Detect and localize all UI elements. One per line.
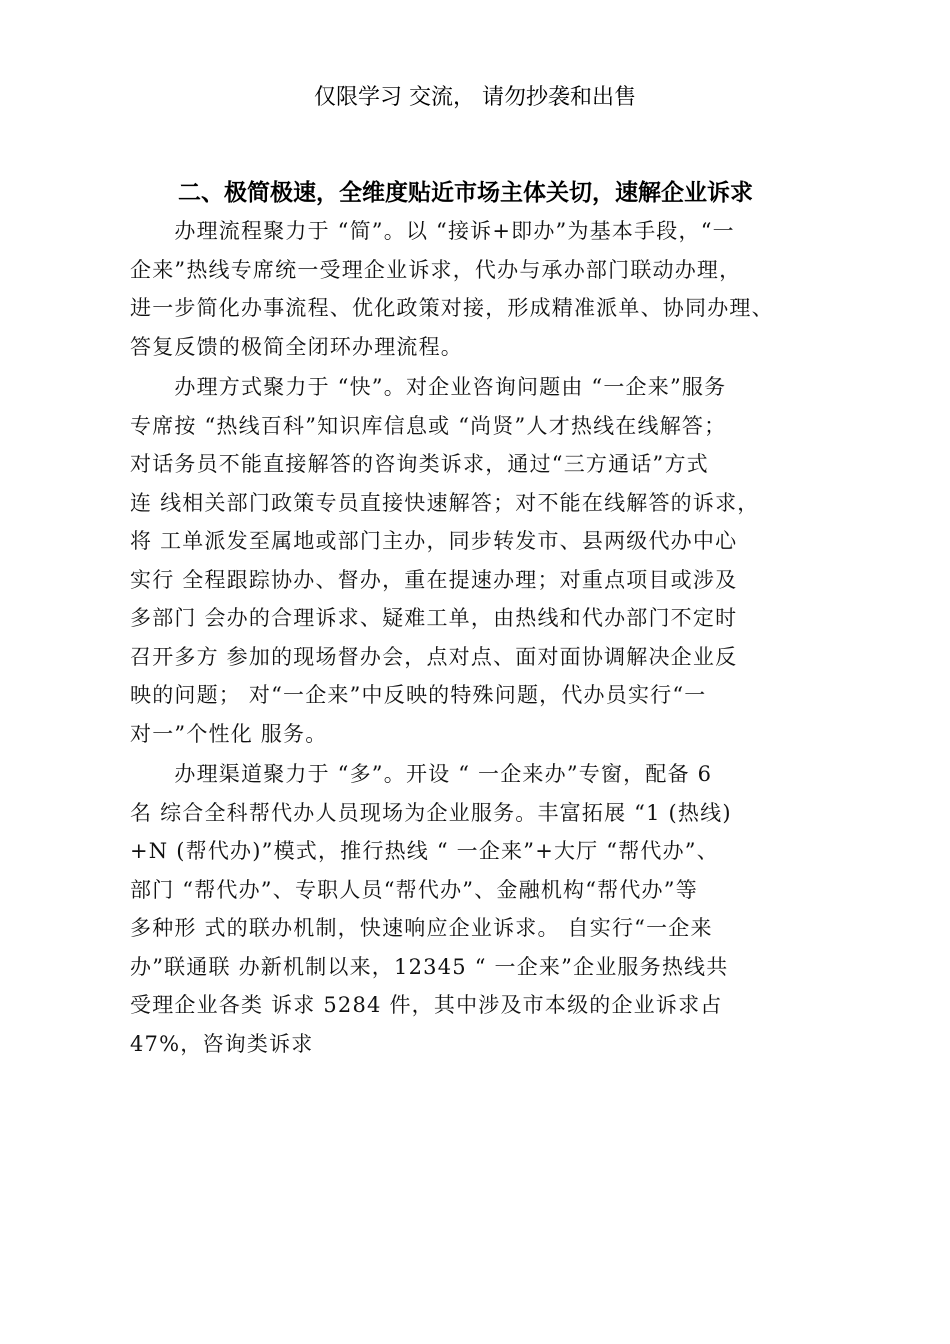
text-line: +N (帮代办)”模式，推行热线 “ 一企来”+大厅 “帮代办”、	[130, 839, 719, 863]
watermark-header: 仅限学习 交流， 请勿抄袭和出售	[314, 85, 636, 110]
text-line: 企来”热线专席统一受理企业诉求，代办与承办部门联动办理，	[130, 257, 742, 282]
text-line: 将 工单派发至属地或部门主办，同步转发市、县两级代办中心	[130, 529, 738, 553]
text-line: 办”联通联 办新机制以来，12345 “ 一企来”企业服务热线共	[130, 954, 729, 979]
text-line: 专席按 “热线百科”知识库信息或 “尚贤”人才热线在线解答；	[130, 413, 727, 438]
text-line: 办理方式聚力于 “快”。对企业咨询问题由 “一企来”服务	[130, 375, 727, 399]
text-line: 答复反馈的极简全闭环办理流程。	[130, 334, 463, 359]
text-line: 多部门 会办的合理诉求、疑难工单，由热线和代办部门不定时	[130, 606, 738, 630]
text-line: 进一步简化办事流程、优化政策对接，形成精准派单、协同办理、	[130, 296, 774, 320]
text-line: 办理渠道聚力于 “多”。开设 “ 一企来办”专窗，配备 6	[130, 762, 713, 786]
text-line: 对一”个性化 服务。	[130, 721, 328, 746]
text-line: 47%，咨询类诉求	[130, 1031, 314, 1056]
text-line: 映的问题； 对“一企来”中反映的特殊问题，代办员实行“一	[130, 683, 707, 707]
text-line: 办理流程聚力于 “简”。以 “接诉+即办”为基本手段，“一	[130, 219, 735, 243]
text-line: 实行 全程跟踪协办、督办，重在提速办理；对重点项目或涉及	[130, 567, 738, 592]
text-line: 受理企业各类 诉求 5284 件，其中涉及市本级的企业诉求占	[130, 993, 723, 1017]
section-heading: 二、极简极速，全维度贴近市场主体关切，速解企业诉求	[178, 180, 753, 206]
text-line: 召开多方 参加的现场督办会，点对点、面对面协调解决企业反	[130, 644, 738, 669]
text-line: 多种形 式的联办机制，快速响应企业诉求。 自实行“一企来	[130, 916, 713, 940]
paragraph-process	[130, 212, 842, 366]
text-line: 连 线相关部门政策专员直接快速解答；对不能在线解答的诉求，	[130, 490, 760, 515]
text-line: 对话务员不能直接解答的咨询类诉求，通过“三方通话”方式	[130, 452, 709, 476]
text-line: 部门 “帮代办”、专职人员“帮代办”、金融机构“帮代办”等	[130, 877, 698, 902]
paragraph-channels	[130, 755, 842, 1063]
document-body	[130, 212, 842, 1063]
text-line: 名 综合全科帮代办人员现场为企业服务。丰富拓展 “1 (热线)	[130, 800, 732, 825]
paragraph-method	[130, 368, 842, 753]
